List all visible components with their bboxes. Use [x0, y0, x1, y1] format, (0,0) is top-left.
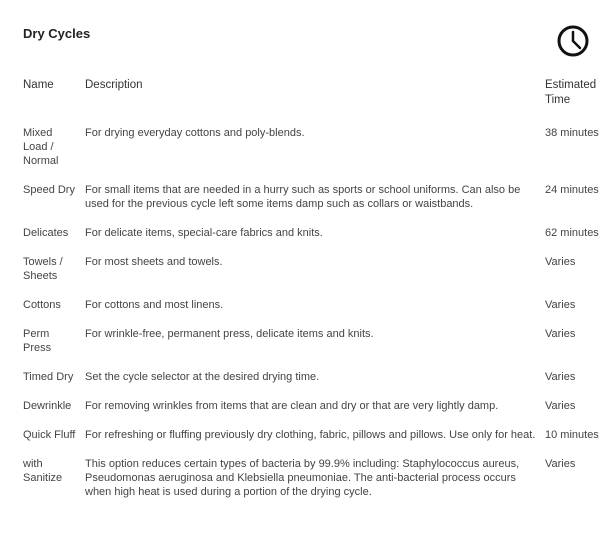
cycle-time: 24 minutes	[545, 184, 599, 196]
cycle-description: For delicate items, special-care fabrics and knits.	[85, 227, 323, 239]
cycle-name: Dewrinkle	[23, 400, 72, 412]
table-row	[20, 249, 608, 292]
cycle-name: Speed Dry	[23, 184, 75, 196]
cycle-name: Mixed Load / Normal	[23, 127, 59, 167]
cycle-description: For wrinkle-free, permanent press, delicate items and knits.	[85, 328, 374, 340]
cycle-time: 10 minutes	[545, 429, 599, 441]
table-row	[20, 364, 608, 393]
table-row	[20, 451, 608, 508]
cycle-description: For small items that are needed in a hurry such as sports or school uniforms. Can also be used for the previous cycle left some items damp such as collars or waistbands.	[85, 184, 521, 210]
dry-cycles-table	[20, 72, 608, 508]
cycle-time: 38 minutes	[545, 127, 599, 139]
header-description: Description	[85, 79, 143, 91]
cycle-description: For drying everyday cottons and poly-blends.	[85, 127, 305, 139]
table-row	[20, 120, 608, 177]
table-row	[20, 321, 608, 364]
cycle-time: 62 minutes	[545, 227, 599, 239]
cycle-name: Cottons	[23, 299, 61, 311]
cycle-time: Varies	[545, 328, 576, 340]
cycle-time: Varies	[545, 299, 576, 311]
page-title: Dry Cycles	[23, 26, 91, 41]
cycle-description: For refreshing or fluffing previously dry clothing, fabric, pillows and pillows. Use only for heat.	[85, 429, 536, 441]
table-row	[20, 393, 608, 422]
cycle-description: For removing wrinkles from items that are clean and dry or that are very lightly damp.	[85, 400, 499, 412]
cycle-description: For most sheets and towels.	[85, 256, 223, 268]
header-name: Name	[23, 79, 54, 91]
header-estimated-time: Estimated Time	[545, 79, 597, 106]
cycle-name: Quick Fluff	[23, 429, 76, 441]
cycle-name: Towels / Sheets	[23, 256, 63, 282]
cycle-time: Varies	[545, 458, 576, 470]
clock-icon	[556, 24, 590, 58]
table-row	[20, 220, 608, 249]
table-row	[20, 177, 608, 220]
cycle-description: Set the cycle selector at the desired drying time.	[85, 371, 320, 383]
cycle-name: Perm Press	[23, 328, 52, 354]
table-row	[20, 422, 608, 451]
cycle-time: Varies	[545, 256, 576, 268]
cycle-name: Timed Dry	[23, 371, 74, 383]
table-header-row	[20, 72, 608, 120]
cycle-description: For cottons and most linens.	[85, 299, 224, 311]
cycle-time: Varies	[545, 400, 576, 412]
cycle-name: with Sanitize	[23, 458, 63, 484]
table-row	[20, 292, 608, 321]
cycle-name: Delicates	[23, 227, 69, 239]
cycle-time: Varies	[545, 371, 576, 383]
cycle-description: This option reduces certain types of bacteria by 99.9% including: Staphylococcus aureus, Pseudomonas aeruginosa and Klebsiella pneumoniae. The anti-bacterial process occurs when high heat is used during a portion of the drying cycle.	[85, 458, 520, 498]
